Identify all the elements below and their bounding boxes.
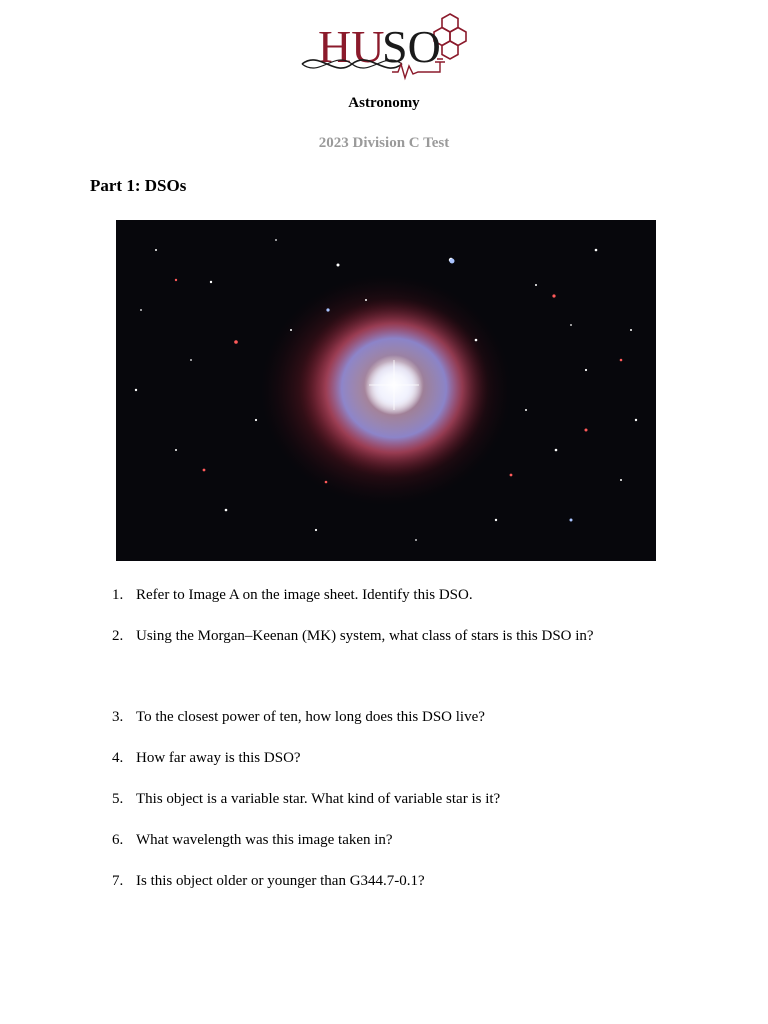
question-text: Is this object older or younger than G344.7-0.1? <box>136 873 425 889</box>
question-text: What wavelength was this image taken in? <box>136 832 393 848</box>
nebula-image <box>116 220 656 561</box>
question-item <box>112 832 393 849</box>
question-number: 4. <box>112 750 124 766</box>
question-number: 7. <box>112 873 124 889</box>
question-item <box>112 750 301 767</box>
question-item <box>112 791 500 808</box>
question-item <box>112 709 485 726</box>
subject-title: Astronomy <box>348 95 420 111</box>
question-text: Refer to Image A on the image sheet. Identify this DSO. <box>136 587 473 603</box>
question-number: 6. <box>112 832 124 848</box>
huso-logo-graphic <box>300 12 468 82</box>
question-text: This object is a variable star. What kind of variable star is it? <box>136 791 501 807</box>
question-text: How far away is this DSO? <box>136 750 301 766</box>
question-number: 5. <box>112 791 124 807</box>
question-text: To the closest power of ten, how long does this DSO live? <box>136 709 485 725</box>
logo-text-hu: HU <box>318 21 385 72</box>
question-number: 1. <box>112 587 124 603</box>
question-item <box>112 587 473 604</box>
question-text: Using the Morgan–Keenan (MK) system, what class of stars is this DSO in? <box>136 628 594 644</box>
huso-logo <box>300 12 468 82</box>
test-title: 2023 Division C Test <box>318 135 450 151</box>
logo-text-so: SO <box>382 21 441 72</box>
question-item <box>112 873 425 890</box>
question-number: 2. <box>112 628 124 644</box>
question-number: 3. <box>112 709 124 725</box>
part-heading: Part 1: DSOs <box>90 176 187 195</box>
nebula-graphic <box>116 220 656 561</box>
question-item <box>112 628 594 645</box>
